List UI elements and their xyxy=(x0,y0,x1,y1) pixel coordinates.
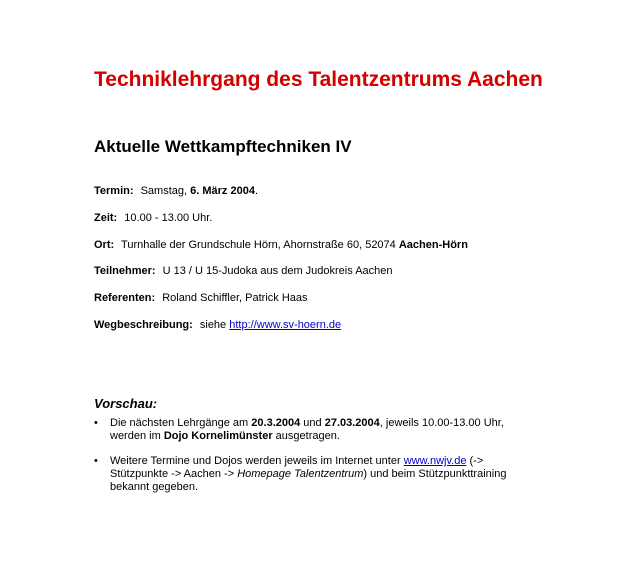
ort-district: Aachen-Hörn xyxy=(398,239,468,251)
preview-item-1 xyxy=(94,417,534,445)
field-zeit xyxy=(94,212,212,224)
item2-text-a: Weitere Termine und Dojos werden jeweils im Internet unter xyxy=(110,455,401,467)
item1-text-b: und xyxy=(303,417,322,429)
ort-label: Ort: xyxy=(94,239,115,251)
teilnehmer-text: U 13 / U 15-Judoka aus dem Judokreis Aachen xyxy=(162,265,393,277)
preview-item-2 xyxy=(94,455,534,497)
field-ort xyxy=(94,239,468,251)
termin-date: 6. März 2004 xyxy=(190,185,255,197)
termin-label: Termin: xyxy=(94,185,134,197)
item1-dojo: Dojo Kornelimünster xyxy=(163,430,273,442)
sv-hoern-link[interactable]: http://www.sv-hoern.de xyxy=(229,319,342,331)
wegbeschreibung-text: siehe xyxy=(199,319,227,331)
item2-text-b: (-> xyxy=(469,455,484,467)
wegbeschreibung-label: Wegbeschreibung: xyxy=(94,319,193,331)
field-termin xyxy=(94,185,258,197)
field-referenten xyxy=(94,292,308,304)
termin-text: Samstag, xyxy=(140,185,188,197)
referenten-text: Roland Schiffler, Patrick Haas xyxy=(162,292,308,304)
zeit-text: 10.00 - 13.00 Uhr. xyxy=(124,212,213,224)
zeit-label: Zeit: xyxy=(94,212,118,224)
item1-text-e: ausgetragen. xyxy=(275,430,340,442)
page-title: Techniklehrgang des Talentzentrums Aachen xyxy=(94,68,543,91)
preview-item-1-text xyxy=(110,417,530,443)
item1-text-d: werden im xyxy=(110,430,161,442)
item1-text-a: Die nächsten Lehrgänge am xyxy=(110,417,249,429)
referenten-label: Referenten: xyxy=(94,292,156,304)
field-wegbeschreibung xyxy=(94,319,341,331)
teilnehmer-label: Teilnehmer: xyxy=(94,265,156,277)
preview-heading: Vorschau: xyxy=(94,396,158,411)
nwjv-link[interactable]: www.nwjv.de xyxy=(403,455,467,467)
item2-homepage: Homepage Talentzentrum xyxy=(237,468,364,480)
field-teilnehmer xyxy=(94,265,393,277)
item2-text-e: bekannt gegeben. xyxy=(110,481,199,493)
event-subtitle: Aktuelle Wettkampftechniken IV xyxy=(94,137,352,156)
bullet-icon: • xyxy=(94,417,98,429)
preview-item-2-text xyxy=(110,455,530,494)
item1-date-1: 20.3.2004 xyxy=(251,417,301,429)
termin-tail: . xyxy=(254,185,259,197)
item1-text-c: , jeweils 10.00-13.00 Uhr, xyxy=(379,417,504,429)
item2-text-d: ) und beim Stützpunkttraining xyxy=(363,468,507,480)
item1-date-2: 27.03.2004 xyxy=(324,417,380,429)
ort-text: Turnhalle der Grundschule Hörn, Ahornstraße 60, 52074 xyxy=(121,239,396,251)
item2-text-c: Stützpunkte -> Aachen -> xyxy=(110,468,235,480)
bullet-icon: • xyxy=(94,455,98,467)
